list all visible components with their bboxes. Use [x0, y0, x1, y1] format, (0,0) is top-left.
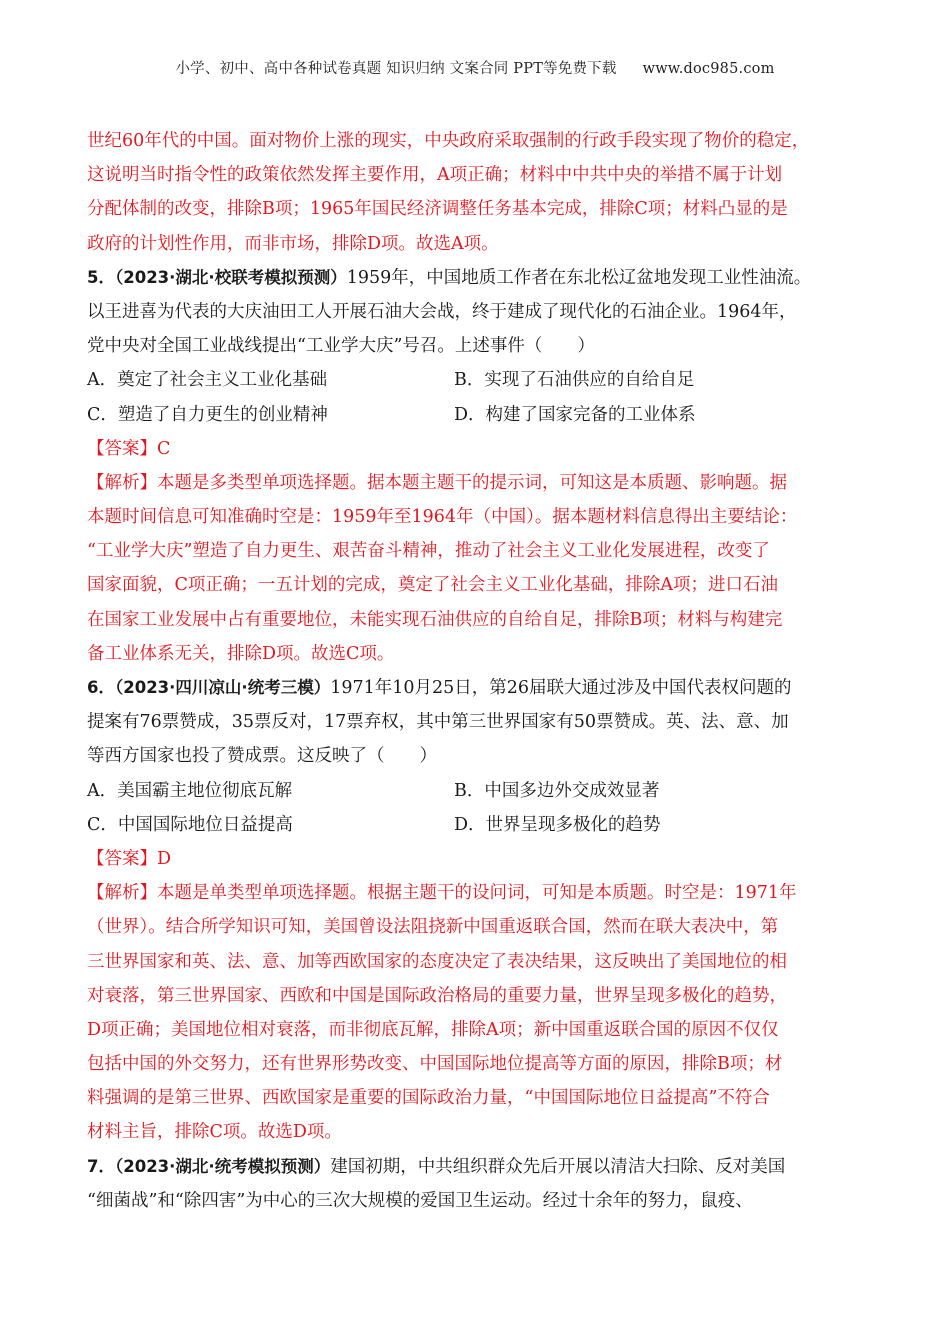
question-stem-first [87, 671, 865, 705]
question-stem: “细菌战”和“除四害”为中心的三次大规模的爱国卫生运动。经过十余年的努力，鼠疫、 [87, 1190, 753, 1211]
question-stem: 1971年10月25日，第26届联大通过涉及中国代表权问题的 [330, 678, 792, 698]
question-stem: 建国初期，中共组织群众先后开展以清洁大扫除、反对美国 [330, 1156, 786, 1177]
options-row [87, 398, 865, 432]
analysis-line: 料强调的是第三世界、西欧国家是重要的国际政治力量，“中国国际地位日益提高”不符合 [87, 1088, 770, 1109]
option-c: C．中国国际地位日益提高 [87, 814, 293, 835]
analysis-line: 这说明当时指令性的政策依然发挥主要作用，A项正确；材料中中共中央的举措不属于计划 [87, 165, 783, 186]
question-number: 5． [87, 267, 115, 287]
question-stem-first [87, 1150, 865, 1184]
question-stem: 以王进喜为代表的大庆油田工人开展石油大会战，终于建成了现代化的石油企业。1964年， [87, 301, 797, 322]
answer: 【答案】C [87, 438, 171, 459]
analysis-line: “工业学大庆”塑造了自力更生、艰苦奋斗精神，推动了社会主义工业化发展进程，改变了 [87, 541, 770, 562]
option-c: C．塑造了自力更生的创业精神 [87, 404, 328, 425]
analysis-line: 包括中国的外交努力，还有世界形势改变、中国国际地位提高等方面的原因，排除B项；材 [87, 1054, 783, 1075]
analysis-line: 分配体制的改变，排除B项；1965年国民经济调整任务基本完成，排除C项；材料凸显的是 [87, 199, 788, 220]
option-d: D．构建了国家完备的工业体系 [454, 404, 696, 425]
option-a: A．美国霸主地位彻底瓦解 [87, 780, 293, 801]
question-6 [87, 671, 865, 1150]
analysis-line: 世纪60年代的中国。面对物价上涨的现实，中央政府采取强制的行政手段实现了物价的稳定， [87, 131, 810, 151]
analysis-line: 政府的计划性作用，而非市场，排除D项。故选A项。 [87, 233, 499, 254]
analysis-line: D项正确；美国地位相对衰落，而非彻底瓦解，排除A项；新中国重返联合国的原因不仅仅 [87, 1019, 779, 1040]
question-stem: 等西方国家也投了赞成票。这反映了（ ） [87, 746, 437, 767]
question-5 [87, 261, 865, 671]
analysis-line: 材料主旨，排除C项。故选D项。 [87, 1122, 342, 1143]
question-stem: 1959年，中国地质工作者在东北松辽盆地发现工业性油流。 [346, 267, 812, 288]
question-number: 6． [87, 678, 115, 697]
question-number: 7． [87, 1156, 115, 1176]
option-b: B．实现了石油供应的自给自足 [454, 370, 695, 391]
header-site-link[interactable]: www.doc985.com [642, 61, 775, 77]
question-source: （2023·四川凉山·统考三模） [114, 678, 331, 697]
option-b: B．中国多边外交成效显著 [454, 780, 660, 801]
analysis-line: 国家面貌，C项正确；一五计划的完成，奠定了社会主义工业化基础，排除A项；进口石油 [87, 575, 779, 596]
analysis-line: 备工业体系无关，排除D项。故选C项。 [87, 643, 395, 664]
question-7 [87, 1150, 865, 1218]
answer: 【答案】D [87, 848, 172, 869]
document-body [87, 124, 865, 1218]
options-row [87, 774, 865, 808]
prev-analysis [87, 124, 865, 261]
options-row [87, 808, 865, 842]
analysis-line: （世界）。结合所学知识可知，美国曾设法阻挠新中国重返联合国，然而在联大表决中，第 [87, 917, 779, 938]
question-stem-first [87, 261, 865, 295]
question-stem: 提案有76票赞成，35票反对，17票弃权，其中第三世界国家有50票赞成。英、法、意、加 [87, 712, 789, 733]
question-source: （2023·湖北·统考模拟预测） [114, 1156, 331, 1176]
option-a: A．奠定了社会主义工业化基础 [87, 370, 328, 391]
analysis-line: 【解析】本题是单类型单项选择题。根据主题干的设问词，可知是本质题。时空是：1971年 [87, 883, 797, 904]
option-d: D．世界呈现多极化的趋势 [454, 814, 661, 835]
question-source: （2023·湖北·校联考模拟预测） [114, 267, 347, 287]
question-stem: 党中央对全国工业战线提出“工业学大庆”号召。上述事件（ ） [87, 336, 595, 357]
options-row [87, 363, 865, 397]
analysis-line: 本题时间信息可知准确时空是：1959年至1964年（中国）。据本题材料信息得出主要结论： [87, 507, 798, 528]
analysis-line: 【解析】本题是多类型单项选择题。据本题主题干的提示词，可知这是本质题、影响题。据 [87, 472, 787, 493]
analysis-line: 在国家工业发展中占有重要地位，未能实现石油供应的自给自足，排除B项；材料与构建完 [87, 609, 783, 630]
analysis-line: 三世界国家和英、法、意、加等西欧国家的态度决定了表决结果，这反映出了美国地位的相 [87, 951, 787, 972]
page-header [0, 57, 950, 78]
analysis-line: 对衰落，第三世界国家、西欧和中国是国际政治格局的重要力量，世界呈现多极化的趋势， [87, 985, 787, 1006]
header-text: 小学、初中、高中各种试卷真题 知识归纳 文案合同 PPT等免费下载 [175, 61, 617, 77]
